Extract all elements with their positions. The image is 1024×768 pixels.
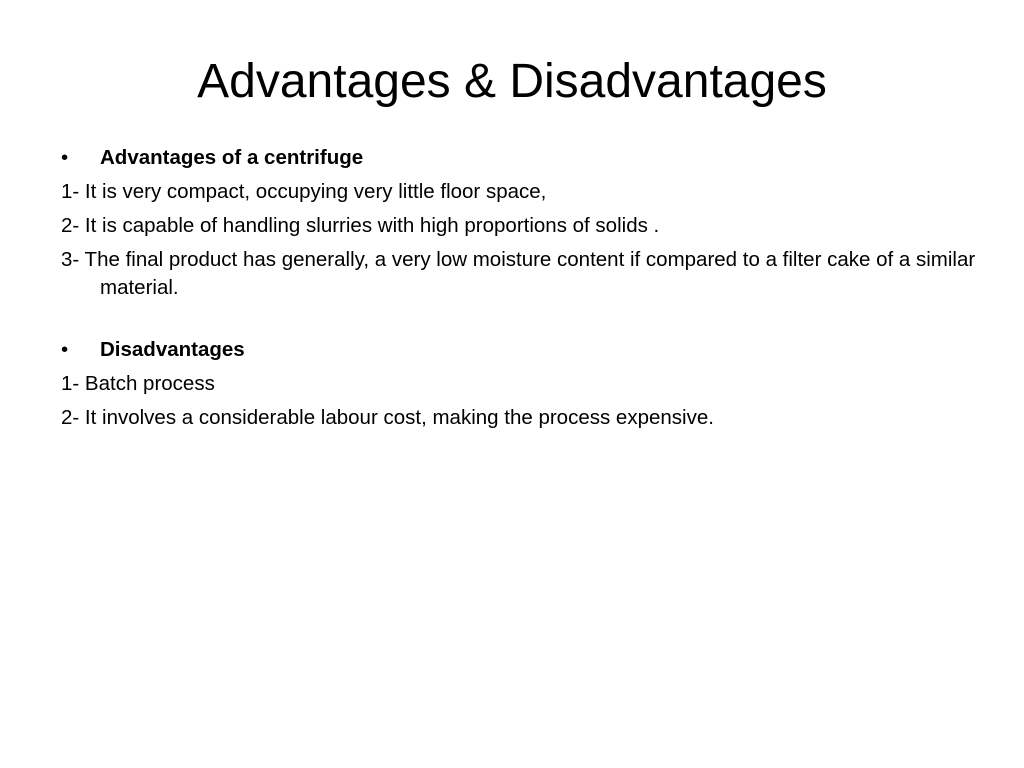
disadvantage-item-1: 1- Batch process xyxy=(61,372,215,395)
slide-title: Advantages & Disadvantages xyxy=(197,55,827,108)
advantages-heading-text: Advantages of a centrifuge xyxy=(100,146,364,169)
slide-body xyxy=(61,144,981,438)
advantages-heading xyxy=(61,144,981,172)
advantage-item-2: 2- It is capable of handling slurries with high proportions of solids . xyxy=(61,214,660,237)
advantage-item-3: 3- The final product has generally, a very low moisture content if compared to a filter cake of a similar material. xyxy=(61,248,976,299)
bullet-icon: • xyxy=(61,338,69,361)
advantage-item-1: 1- It is very compact, occupying very little floor space, xyxy=(61,180,547,203)
bullet-icon: • xyxy=(61,146,69,169)
section-spacer xyxy=(61,308,981,336)
disadvantage-item-2: 2- It involves a considerable labour cost, making the process expensive. xyxy=(61,406,714,429)
disadvantages-heading xyxy=(61,336,981,364)
disadvantages-heading-text: Disadvantages xyxy=(100,338,245,361)
